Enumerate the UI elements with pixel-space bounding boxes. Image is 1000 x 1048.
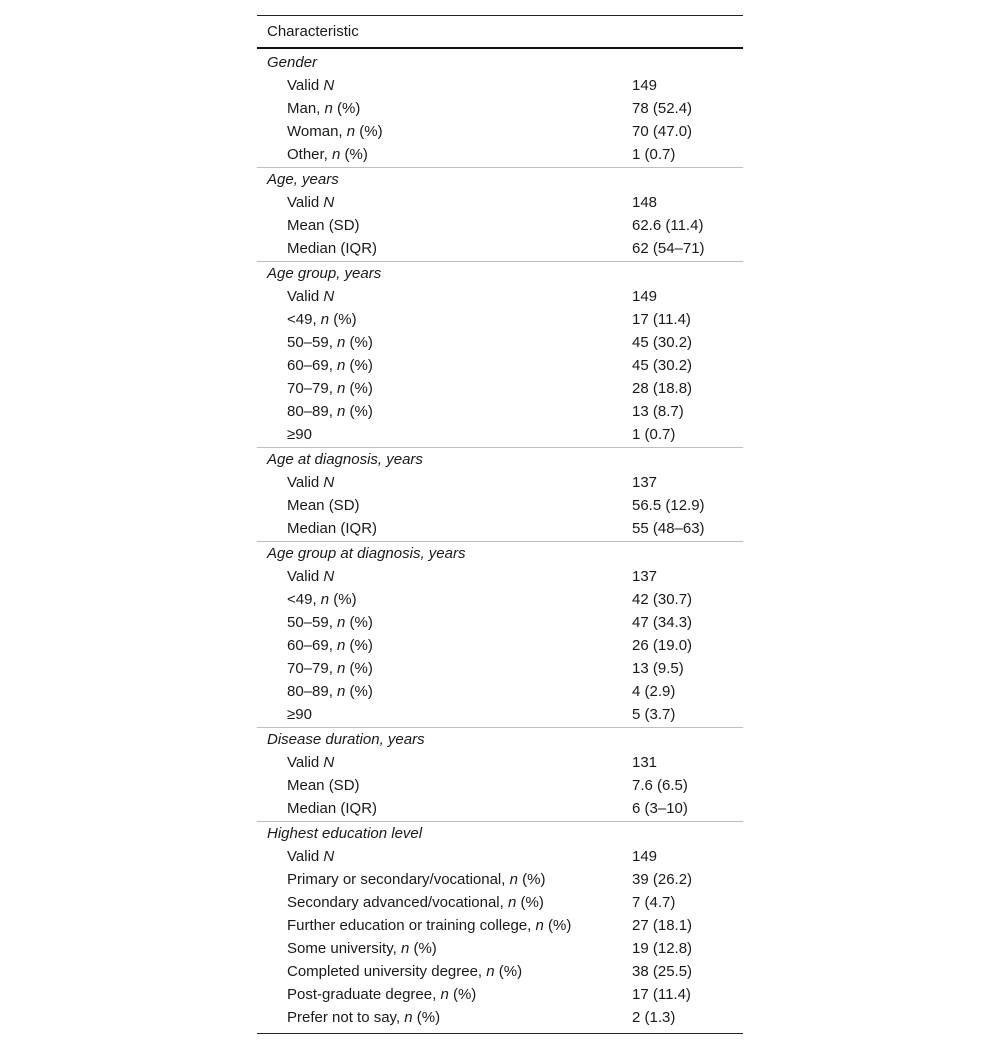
row-label [287,611,373,634]
row-label-symbol: n [400,940,410,957]
row-label [287,237,377,260]
row-label-text: Mean (SD) [287,497,360,514]
row-label-suffix: (%) [345,660,373,677]
row-label-text: Completed university degree, [287,963,487,980]
group-heading: Highest education level [267,825,423,842]
row-label-symbol: n [337,380,346,397]
row-label-text: Some university, [287,940,401,957]
table-row [257,774,743,797]
row-value: 1 (0.7) [632,426,676,443]
row-label-suffix: (%) [329,311,357,328]
table-row [257,494,743,517]
row-value: 131 [632,754,658,771]
row-value: 38 (25.5) [632,963,693,980]
row-label-text: Mean (SD) [287,777,360,794]
row-value: 137 [632,474,658,491]
row-label [287,377,373,400]
row-label [287,588,357,611]
row-label-text: 70–79, [287,380,338,397]
table-row [257,960,743,983]
row-label-text: 60–69, [287,637,338,654]
row-label-suffix: (%) [340,146,368,163]
row-label-text: Median (IQR) [287,520,378,537]
row-label-text: Further education or training college, [287,917,536,934]
row-value: 45 (30.2) [632,334,693,351]
row-label-text: Valid [287,848,324,865]
row-value: 70 (47.0) [632,123,693,140]
table-row [257,891,743,914]
row-label-symbol: N [323,568,335,585]
row-label-text: 60–69, [287,357,338,374]
row-label-text: Valid [287,754,324,771]
row-value: 19 (12.8) [632,940,693,957]
row-label-suffix: (%) [412,1009,441,1026]
row-label-symbol: n [324,100,333,117]
row-label-symbol: n [507,894,517,911]
row-label [287,214,360,237]
row-label-symbol: N [323,194,335,211]
table-row [257,565,743,588]
row-value: 6 (3–10) [632,800,688,817]
row-value: 78 (52.4) [632,100,693,117]
table-row [257,74,743,97]
row-value: 148 [632,194,658,211]
row-value: 137 [632,568,658,585]
row-value: 45 (30.2) [632,357,693,374]
group-heading: Age at diagnosis, years [267,451,423,468]
row-value: 149 [632,288,658,305]
table-row [257,983,743,1006]
row-label-text: Valid [287,288,324,305]
row-value: 13 (8.7) [632,403,684,420]
row-label [287,680,373,703]
table-body [257,49,743,1029]
table-row [257,377,743,400]
row-label-text: 50–59, [287,334,338,351]
row-label-text: Valid [287,474,324,491]
table-row [257,354,743,377]
row-value: 17 (11.4) [632,311,691,328]
row-label-suffix: (%) [345,683,373,700]
row-label [287,657,373,680]
table-row [257,937,743,960]
characteristics-table [257,15,743,1034]
row-label-symbol: n [486,963,495,980]
table-row [257,680,743,703]
row-label-symbol: n [337,334,346,351]
table-row [257,308,743,331]
row-label-text: Valid [287,77,324,94]
row-label [287,845,334,868]
row-label [287,354,373,377]
table-row [257,868,743,891]
table-row [257,143,743,166]
row-value: 7.6 (6.5) [632,777,688,794]
row-label-text: Median (IQR) [287,800,378,817]
table-row [257,517,743,540]
row-label-symbol: n [337,403,346,420]
row-label-symbol: n [320,591,330,608]
table-row [257,285,743,308]
row-label-symbol: n [337,683,346,700]
table-row [257,588,743,611]
row-value: 5 (3.7) [632,706,676,723]
table-row [257,97,743,120]
table-row [257,751,743,774]
row-value: 2 (1.3) [632,1009,676,1026]
row-value: 55 (48–63) [632,520,705,537]
row-label [287,517,377,540]
row-label-symbol: n [337,614,346,631]
row-label [287,494,360,517]
row-label [287,285,334,308]
row-label [287,331,373,354]
table-row [257,214,743,237]
row-label-suffix: (%) [448,986,477,1003]
row-label-symbol: n [337,660,346,677]
row-label [287,937,437,960]
row-value: 47 (34.3) [632,614,693,631]
table-row [257,703,743,726]
row-label-symbol: N [323,288,335,305]
group-heading: Gender [267,54,318,71]
table-row [257,845,743,868]
row-label-text: Valid [287,568,324,585]
row-label [287,400,373,423]
row-value: 26 (19.0) [632,637,693,654]
row-value: 17 (11.4) [632,986,691,1003]
row-value: 7 (4.7) [632,894,676,911]
row-label [287,1006,440,1029]
row-label-symbol: n [440,986,449,1003]
row-label [287,97,360,120]
header-characteristic: Characteristic [267,23,359,40]
row-label-suffix: (%) [355,123,383,140]
row-label [287,703,312,726]
row-label-symbol: N [323,848,335,865]
group-heading: Age group at diagnosis, years [267,545,466,562]
row-label-suffix: (%) [543,917,572,934]
row-label [287,751,334,774]
row-label [287,914,571,937]
table-row [257,634,743,657]
row-label-text: 50–59, [287,614,338,631]
row-value: 1 (0.7) [632,146,676,163]
row-value: 56.5 (12.9) [632,497,705,514]
row-label [287,868,545,891]
row-label-suffix: (%) [345,380,373,397]
table-row [257,331,743,354]
row-label-text: Prefer not to say, [287,1009,405,1026]
row-label-text: 70–79, [287,660,338,677]
row-label-suffix: (%) [409,940,437,957]
row-label-text: ≥90 [287,706,312,723]
row-label-suffix: (%) [345,357,373,374]
row-label [287,891,544,914]
group-heading: Age group, years [267,265,382,282]
row-label-suffix: (%) [332,100,361,117]
row-label [287,983,476,1006]
row-value: 27 (18.1) [632,917,693,934]
row-label-symbol: n [337,637,346,654]
row-label-text: Valid [287,194,324,211]
table-bottom-rule [257,1033,743,1034]
row-label-symbol: n [332,146,341,163]
group-heading: Age, years [267,171,339,188]
table-row [257,657,743,680]
row-value: 4 (2.9) [632,683,676,700]
row-label-suffix: (%) [517,871,546,888]
row-label [287,120,383,143]
table-row [257,191,743,214]
row-label-text: <49, [287,591,321,608]
table-row [257,471,743,494]
row-label-text: 80–89, [287,403,338,420]
row-label-suffix: (%) [516,894,544,911]
row-label [287,423,312,446]
row-label-text: Other, [287,146,333,163]
row-label-text: Man, [287,100,325,117]
row-label [287,308,357,331]
row-value: 39 (26.2) [632,871,693,888]
row-label-suffix: (%) [329,591,357,608]
table-row [257,423,743,446]
row-label-suffix: (%) [345,614,373,631]
row-label-text: Primary or secondary/vocational, [287,871,510,888]
row-label [287,74,334,97]
row-label-text: Secondary advanced/vocational, [287,894,508,911]
row-label-symbol: n [535,917,544,934]
row-label-text: Woman, [287,123,347,140]
row-label-suffix: (%) [345,403,373,420]
row-value: 149 [632,848,658,865]
table-row [257,237,743,260]
row-label-symbol: n [320,311,330,328]
table-row [257,914,743,937]
table-row [257,797,743,820]
row-label-suffix: (%) [345,334,373,351]
table-row [257,400,743,423]
row-label [287,774,360,797]
row-label-symbol: n [404,1009,413,1026]
row-label-symbol: N [323,474,335,491]
row-label [287,634,373,657]
row-label [287,191,334,214]
row-label-text: Mean (SD) [287,217,360,234]
row-label-text: Post-graduate degree, [287,986,441,1003]
row-label-symbol: n [509,871,518,888]
table-row [257,611,743,634]
row-label [287,565,334,588]
row-label-suffix: (%) [494,963,523,980]
row-label-suffix: (%) [345,637,373,654]
row-label-text: <49, [287,311,321,328]
row-value: 62.6 (11.4) [632,217,704,234]
table-header [257,16,743,49]
row-value: 62 (54–71) [632,240,705,257]
row-value: 42 (30.7) [632,591,693,608]
row-label-symbol: n [337,357,346,374]
row-label [287,960,522,983]
row-label-symbol: N [323,77,335,94]
row-value: 13 (9.5) [632,660,684,677]
row-value: 149 [632,77,658,94]
group-heading: Disease duration, years [267,731,425,748]
row-label [287,143,368,166]
row-label-symbol: n [346,123,356,140]
row-label-text: ≥90 [287,426,312,443]
row-label [287,797,377,820]
row-label-text: 80–89, [287,683,338,700]
row-label-symbol: N [323,754,335,771]
row-value: 28 (18.8) [632,380,693,397]
row-label [287,471,334,494]
table-row [257,1006,743,1029]
row-label-text: Median (IQR) [287,240,378,257]
table-row [257,120,743,143]
